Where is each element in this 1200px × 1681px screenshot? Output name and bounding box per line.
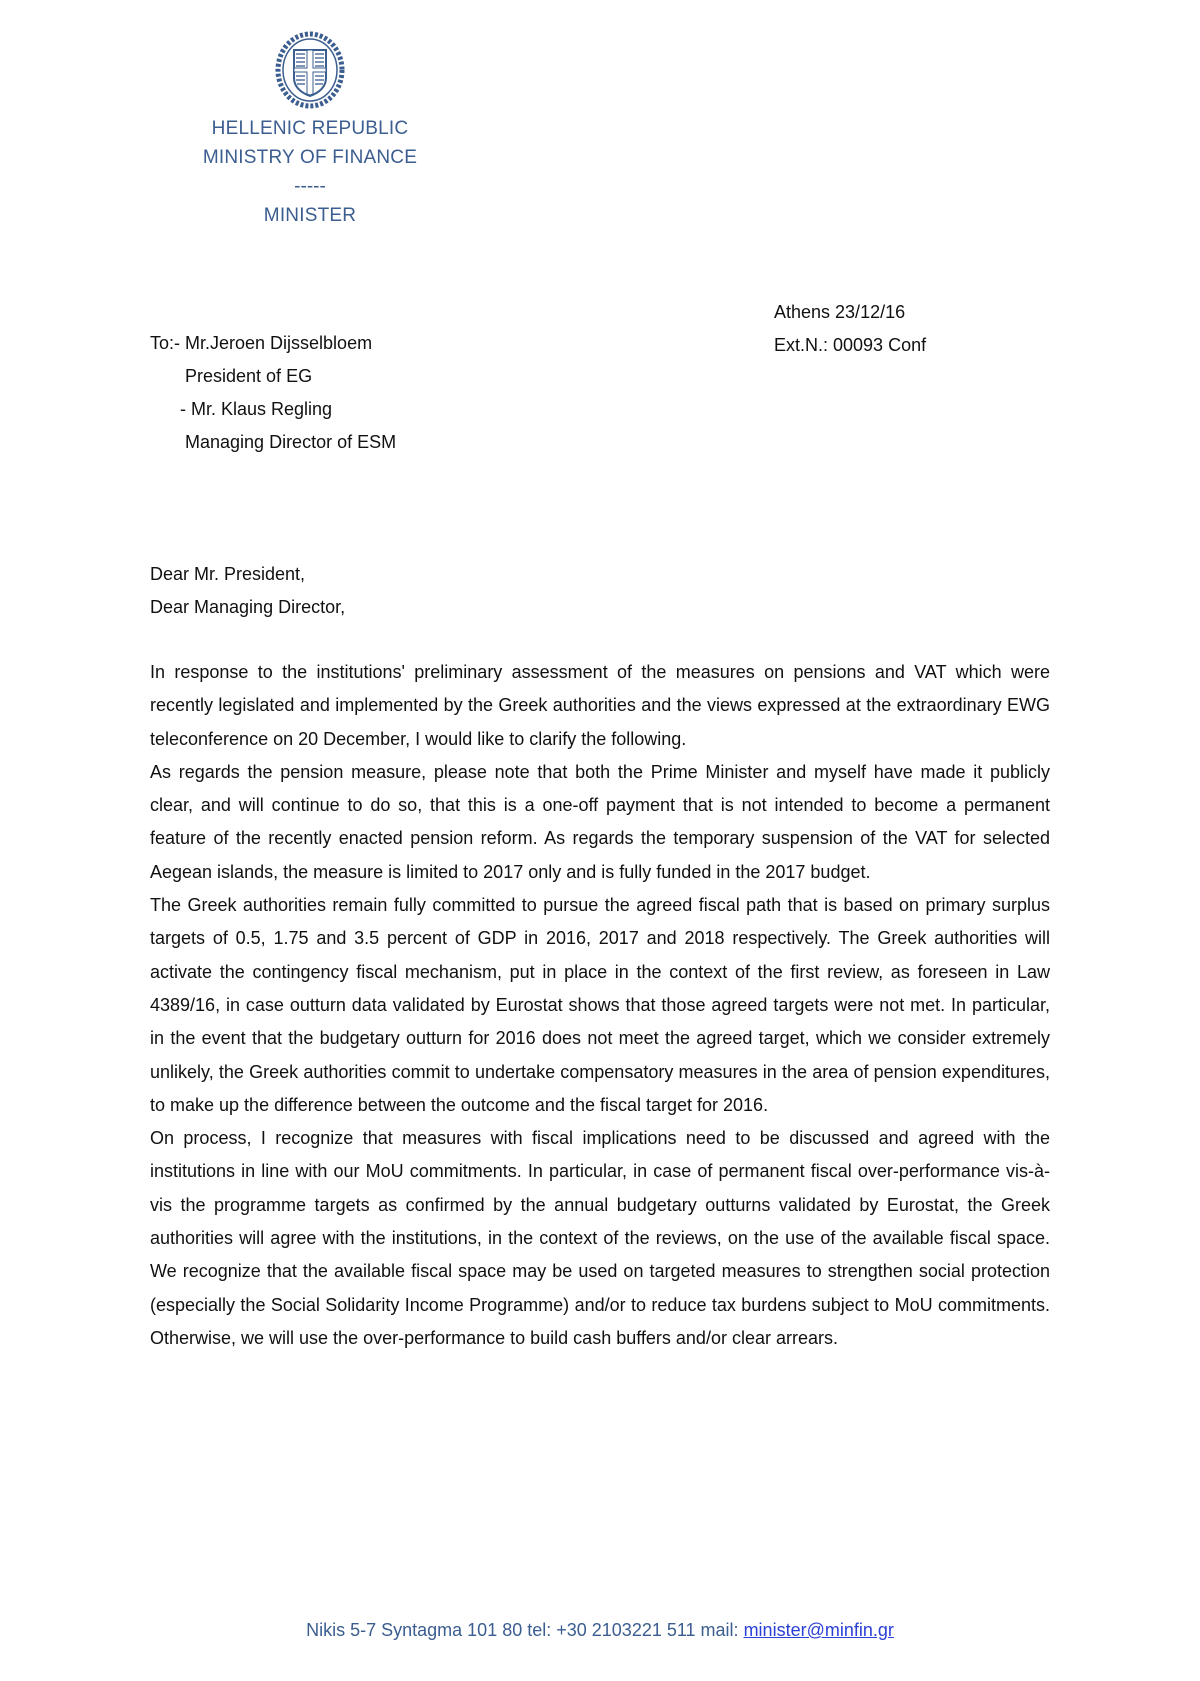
letterhead-minister: MINISTER: [263, 205, 357, 226]
email-link[interactable]: minister@minfin.gr: [743, 1620, 894, 1640]
letterhead-separator: -----: [294, 176, 326, 197]
salutation-line: Dear Mr. President,: [150, 564, 306, 584]
letterhead-republic: HELLENIC REPUBLIC: [211, 118, 409, 139]
recipient-line: - Mr. Klaus Regling: [150, 399, 333, 419]
footer: [0, 1620, 1200, 1641]
salutation: [150, 558, 345, 624]
salutation-line: Dear Managing Director,: [150, 597, 346, 617]
body-paragraph: The Greek authorities remain fully committed to pursue the agreed fiscal path that is based on primary surplus targets of 0.5, 1.75 and 3.5 percent of GDP in 2016, 2017 and 2018 respectively. The Greek authorities will activate the contingency fiscal mechanism, put in place in the context of the first review, as foreseen in Law 4389/16, in case outturn data validated by Eurostat shows that those agreed targets were not met. In particular, in the event that the budgetary outturn for 2016 does not meet the agreed target, which we consider extremely unlikely, the Greek authorities commit to undertake compensatory measures in the area of pension expenditures, to make up the difference between the outcome and the fiscal target for 2016.: [150, 895, 1050, 1115]
letterhead-ministry: MINISTRY OF FINANCE: [202, 147, 418, 168]
letter-date: Athens 23/12/16: [774, 302, 906, 322]
recipient-line: Managing Director of ESM: [150, 432, 397, 452]
reference-number: Ext.N.: 00093 Conf: [774, 335, 927, 355]
body-paragraph: On process, I recognize that measures with fiscal implications need to be discussed and agreed with the institutions in line with our MoU commitments. In particular, in case of permanent fiscal over-performance vis-à-vis the programme targets as confirmed by the annual budgetary outturns validated by Eurostat, the Greek authorities will agree with the institutions, in the context of the reviews, on the use of the available fiscal space. We recognize that the available fiscal space may be used on targeted measures to strengthen social protection (especially the Social Solidarity Income Programme) and/or to reduce tax burdens subject to MoU commitments. Otherwise, we will use the over-performance to build cash buffers and/or clear arrears.: [150, 1128, 1050, 1348]
letterhead: [150, 30, 470, 230]
greek-coat-of-arms-icon: [274, 30, 346, 110]
letter-body: [150, 656, 1050, 1355]
recipient-line: To:- Mr.Jeroen Dijsselbloem: [150, 333, 373, 353]
body-paragraph: As regards the pension measure, please note that both the Prime Minister and myself have made it publicly clear, and will continue to do so, that this is a one-off payment that is not intended to become a permanent feature of the recently enacted pension reform. As regards the temporary suspension of the VAT for selected Aegean islands, the measure is limited to 2017 only and is fully funded in the 2017 budget.: [150, 761, 1050, 882]
body-paragraph: In response to the institutions' preliminary assessment of the measures on pensions and VAT which were recently legislated and implemented by the Greek authorities and the views expressed at the extraordinary EWG teleconference on 20 December, I would like to clarify the following.: [150, 662, 1050, 749]
recipient-line: President of EG: [150, 366, 313, 386]
place-date-block: [774, 296, 926, 362]
footer-address: Nikis 5-7 Syntagma 101 80 tel: +30 2103221 511 mail:: [306, 1620, 744, 1640]
recipients-block: [150, 327, 396, 459]
